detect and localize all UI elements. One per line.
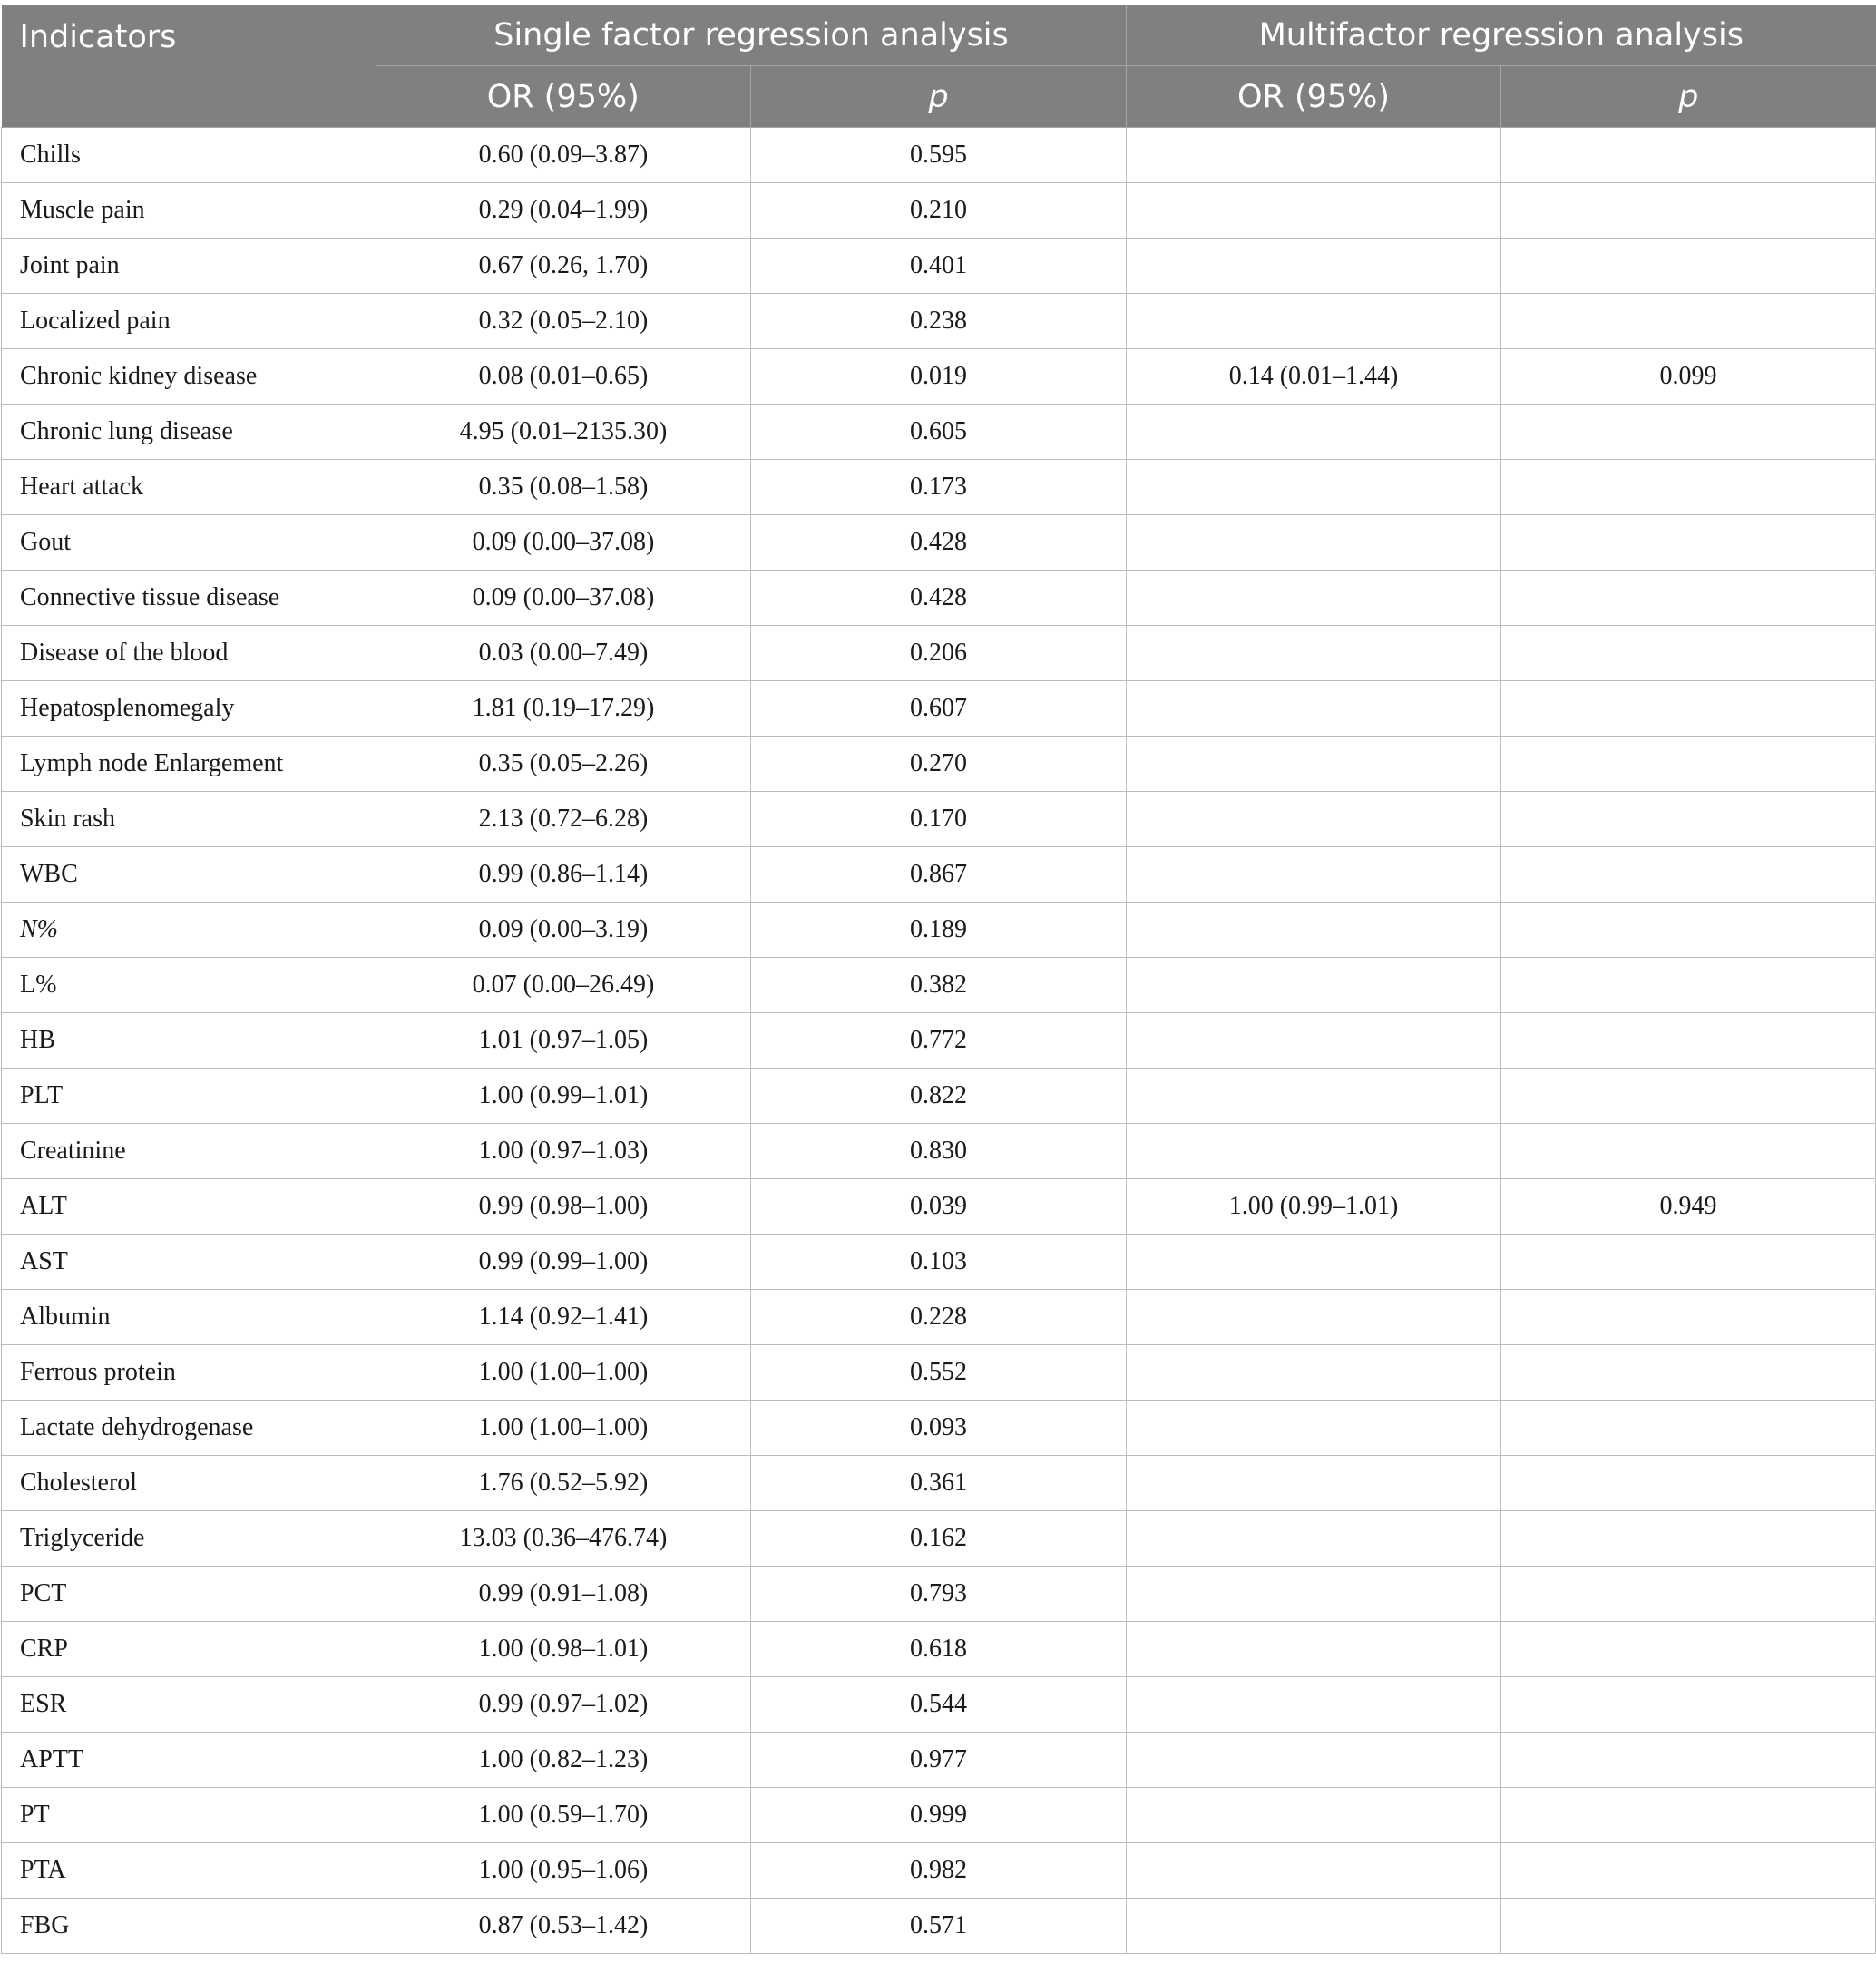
single-or-cell: 0.03 (0.00–7.49) bbox=[376, 626, 751, 681]
multi-or-cell bbox=[1127, 1456, 1501, 1511]
single-or-cell: 0.09 (0.00–37.08) bbox=[376, 571, 751, 626]
table-row bbox=[2, 1677, 1876, 1733]
multi-or-cell: 0.14 (0.01–1.44) bbox=[1127, 349, 1501, 405]
single-or-cell: 0.35 (0.05–2.26) bbox=[376, 737, 751, 792]
table-row bbox=[2, 1456, 1876, 1511]
indicator-cell: APTT bbox=[2, 1733, 376, 1788]
indicator-cell: Ferrous protein bbox=[2, 1345, 376, 1401]
multi-or-cell bbox=[1127, 1622, 1501, 1677]
multi-or-cell bbox=[1127, 1401, 1501, 1456]
multi-p-cell bbox=[1501, 847, 1876, 903]
single-p-cell: 0.382 bbox=[751, 958, 1127, 1013]
table-row bbox=[2, 294, 1876, 349]
multi-or-cell bbox=[1127, 460, 1501, 515]
table-row bbox=[2, 681, 1876, 737]
table-row bbox=[2, 1788, 1876, 1843]
header-row-groups bbox=[2, 5, 1876, 66]
multi-p-cell bbox=[1501, 903, 1876, 958]
multi-or-cell bbox=[1127, 1069, 1501, 1124]
single-p-cell: 0.605 bbox=[751, 405, 1127, 460]
indicator-cell: Gout bbox=[2, 515, 376, 571]
table-row bbox=[2, 958, 1876, 1013]
single-p-cell: 0.982 bbox=[751, 1843, 1127, 1899]
table-row bbox=[2, 515, 1876, 571]
single-p-cell: 0.618 bbox=[751, 1622, 1127, 1677]
single-p-cell: 0.595 bbox=[751, 128, 1127, 183]
single-p-cell: 0.607 bbox=[751, 681, 1127, 737]
indicator-cell: Creatinine bbox=[2, 1124, 376, 1179]
multi-or-cell bbox=[1127, 681, 1501, 737]
multi-or-cell bbox=[1127, 128, 1501, 183]
multi-p-cell bbox=[1501, 1788, 1876, 1843]
multi-p-cell bbox=[1501, 294, 1876, 349]
single-or-cell: 13.03 (0.36–476.74) bbox=[376, 1511, 751, 1567]
single-or-cell: 1.01 (0.97–1.05) bbox=[376, 1013, 751, 1069]
indicator-cell: PCT bbox=[2, 1567, 376, 1622]
indicator-cell: Chronic lung disease bbox=[2, 405, 376, 460]
single-p-cell: 0.238 bbox=[751, 294, 1127, 349]
table-row bbox=[2, 1345, 1876, 1401]
multi-or-cell bbox=[1127, 294, 1501, 349]
multi-p-cell bbox=[1501, 1622, 1876, 1677]
multi-or-cell bbox=[1127, 1124, 1501, 1179]
indicator-cell: CRP bbox=[2, 1622, 376, 1677]
multi-p-cell bbox=[1501, 460, 1876, 515]
single-p-cell: 0.019 bbox=[751, 349, 1127, 405]
multi-or-cell bbox=[1127, 1013, 1501, 1069]
regression-table bbox=[1, 5, 1876, 1954]
single-p-cell: 0.093 bbox=[751, 1401, 1127, 1456]
single-or-cell: 1.81 (0.19–17.29) bbox=[376, 681, 751, 737]
single-p-cell: 0.999 bbox=[751, 1788, 1127, 1843]
table-row bbox=[2, 1401, 1876, 1456]
multi-or-cell bbox=[1127, 1567, 1501, 1622]
indicator-cell: PLT bbox=[2, 1069, 376, 1124]
single-or-cell: 1.00 (0.97–1.03) bbox=[376, 1124, 751, 1179]
indicator-cell: HB bbox=[2, 1013, 376, 1069]
multi-or-cell bbox=[1127, 239, 1501, 294]
single-p-cell: 0.162 bbox=[751, 1511, 1127, 1567]
multi-or-cell bbox=[1127, 1788, 1501, 1843]
header-single-factor: Single factor regression analysis bbox=[376, 5, 1127, 66]
single-or-cell: 0.99 (0.98–1.00) bbox=[376, 1179, 751, 1235]
multi-p-cell bbox=[1501, 571, 1876, 626]
single-p-cell: 0.544 bbox=[751, 1677, 1127, 1733]
single-or-cell: 0.87 (0.53–1.42) bbox=[376, 1899, 751, 1954]
single-or-cell: 0.99 (0.91–1.08) bbox=[376, 1567, 751, 1622]
multi-p-cell bbox=[1501, 737, 1876, 792]
single-p-cell: 0.571 bbox=[751, 1899, 1127, 1954]
multi-p-cell bbox=[1501, 515, 1876, 571]
header-indicators: Indicators bbox=[2, 5, 376, 128]
single-or-cell: 0.99 (0.99–1.00) bbox=[376, 1235, 751, 1290]
single-or-cell: 0.09 (0.00–3.19) bbox=[376, 903, 751, 958]
single-p-cell: 0.772 bbox=[751, 1013, 1127, 1069]
header-multi-or: OR (95%) bbox=[1127, 66, 1501, 128]
single-or-cell: 0.32 (0.05–2.10) bbox=[376, 294, 751, 349]
single-p-cell: 0.361 bbox=[751, 1456, 1127, 1511]
multi-or-cell bbox=[1127, 1345, 1501, 1401]
multi-or-cell bbox=[1127, 792, 1501, 847]
indicator-cell: WBC bbox=[2, 847, 376, 903]
single-or-cell: 2.13 (0.72–6.28) bbox=[376, 792, 751, 847]
indicator-cell: ALT bbox=[2, 1179, 376, 1235]
single-p-cell: 0.206 bbox=[751, 626, 1127, 681]
table-row bbox=[2, 792, 1876, 847]
single-p-cell: 0.189 bbox=[751, 903, 1127, 958]
single-p-cell: 0.793 bbox=[751, 1567, 1127, 1622]
indicator-cell: Lymph node Enlargement bbox=[2, 737, 376, 792]
multi-or-cell bbox=[1127, 626, 1501, 681]
indicator-cell: Lactate dehydrogenase bbox=[2, 1401, 376, 1456]
table-row bbox=[2, 405, 1876, 460]
table-header bbox=[2, 5, 1876, 128]
multi-p-cell bbox=[1501, 1401, 1876, 1456]
table-row bbox=[2, 1511, 1876, 1567]
multi-p-cell bbox=[1501, 239, 1876, 294]
indicator-cell: AST bbox=[2, 1235, 376, 1290]
table-body bbox=[2, 128, 1876, 1954]
single-or-cell: 4.95 (0.01–2135.30) bbox=[376, 405, 751, 460]
single-p-cell: 0.822 bbox=[751, 1069, 1127, 1124]
multi-p-cell: 0.949 bbox=[1501, 1179, 1876, 1235]
multi-or-cell bbox=[1127, 903, 1501, 958]
table-row bbox=[2, 1013, 1876, 1069]
table-row bbox=[2, 1622, 1876, 1677]
multi-or-cell bbox=[1127, 737, 1501, 792]
indicator-cell: N% bbox=[2, 903, 376, 958]
single-or-cell: 0.60 (0.09–3.87) bbox=[376, 128, 751, 183]
single-p-cell: 0.401 bbox=[751, 239, 1127, 294]
header-single-p: p bbox=[751, 66, 1127, 128]
table-row bbox=[2, 1567, 1876, 1622]
single-or-cell: 0.99 (0.97–1.02) bbox=[376, 1677, 751, 1733]
single-p-cell: 0.210 bbox=[751, 183, 1127, 239]
multi-p-cell bbox=[1501, 128, 1876, 183]
multi-p-cell bbox=[1501, 1290, 1876, 1345]
multi-p-cell bbox=[1501, 792, 1876, 847]
table-row bbox=[2, 1899, 1876, 1954]
table-row bbox=[2, 1290, 1876, 1345]
single-or-cell: 1.00 (0.82–1.23) bbox=[376, 1733, 751, 1788]
indicator-cell: Disease of the blood bbox=[2, 626, 376, 681]
multi-p-cell bbox=[1501, 405, 1876, 460]
single-p-cell: 0.428 bbox=[751, 571, 1127, 626]
multi-or-cell bbox=[1127, 1511, 1501, 1567]
multi-p-cell: 0.099 bbox=[1501, 349, 1876, 405]
table-row bbox=[2, 128, 1876, 183]
single-or-cell: 1.00 (0.95–1.06) bbox=[376, 1843, 751, 1899]
single-or-cell: 1.00 (0.98–1.01) bbox=[376, 1622, 751, 1677]
multi-p-cell bbox=[1501, 1733, 1876, 1788]
multi-or-cell bbox=[1127, 958, 1501, 1013]
multi-or-cell bbox=[1127, 571, 1501, 626]
multi-p-cell bbox=[1501, 1235, 1876, 1290]
indicator-cell: PT bbox=[2, 1788, 376, 1843]
single-or-cell: 1.00 (1.00–1.00) bbox=[376, 1401, 751, 1456]
multi-or-cell bbox=[1127, 405, 1501, 460]
header-single-or: OR (95%) bbox=[376, 66, 751, 128]
single-p-cell: 0.039 bbox=[751, 1179, 1127, 1235]
table-row bbox=[2, 1843, 1876, 1899]
multi-p-cell bbox=[1501, 1069, 1876, 1124]
indicator-cell: FBG bbox=[2, 1899, 376, 1954]
table-row bbox=[2, 1235, 1876, 1290]
table-row bbox=[2, 626, 1876, 681]
header-multifactor: Multifactor regression analysis bbox=[1127, 5, 1876, 66]
multi-or-cell bbox=[1127, 1677, 1501, 1733]
multi-p-cell bbox=[1501, 1511, 1876, 1567]
table-row bbox=[2, 460, 1876, 515]
single-p-cell: 0.228 bbox=[751, 1290, 1127, 1345]
indicator-cell: Muscle pain bbox=[2, 183, 376, 239]
table-row bbox=[2, 903, 1876, 958]
multi-or-cell bbox=[1127, 1235, 1501, 1290]
single-or-cell: 1.00 (1.00–1.00) bbox=[376, 1345, 751, 1401]
multi-p-cell bbox=[1501, 183, 1876, 239]
single-or-cell: 0.35 (0.08–1.58) bbox=[376, 460, 751, 515]
indicator-cell: Connective tissue disease bbox=[2, 571, 376, 626]
single-p-cell: 0.552 bbox=[751, 1345, 1127, 1401]
single-or-cell: 0.08 (0.01–0.65) bbox=[376, 349, 751, 405]
multi-or-cell bbox=[1127, 1843, 1501, 1899]
multi-p-cell bbox=[1501, 681, 1876, 737]
single-or-cell: 1.00 (0.99–1.01) bbox=[376, 1069, 751, 1124]
indicator-cell: Chills bbox=[2, 128, 376, 183]
indicator-cell: ESR bbox=[2, 1677, 376, 1733]
table-row bbox=[2, 1179, 1876, 1235]
indicator-cell: Triglyceride bbox=[2, 1511, 376, 1567]
table-row bbox=[2, 571, 1876, 626]
multi-p-cell bbox=[1501, 1677, 1876, 1733]
single-or-cell: 1.76 (0.52–5.92) bbox=[376, 1456, 751, 1511]
multi-p-cell bbox=[1501, 626, 1876, 681]
multi-p-cell bbox=[1501, 1456, 1876, 1511]
multi-or-cell bbox=[1127, 847, 1501, 903]
indicator-cell: Chronic kidney disease bbox=[2, 349, 376, 405]
single-p-cell: 0.867 bbox=[751, 847, 1127, 903]
multi-p-cell bbox=[1501, 1013, 1876, 1069]
single-p-cell: 0.173 bbox=[751, 460, 1127, 515]
multi-p-cell bbox=[1501, 1899, 1876, 1954]
single-p-cell: 0.428 bbox=[751, 515, 1127, 571]
indicator-cell: Cholesterol bbox=[2, 1456, 376, 1511]
indicator-cell: Heart attack bbox=[2, 460, 376, 515]
table-row bbox=[2, 847, 1876, 903]
single-or-cell: 0.07 (0.00–26.49) bbox=[376, 958, 751, 1013]
table-row bbox=[2, 1069, 1876, 1124]
single-p-cell: 0.830 bbox=[751, 1124, 1127, 1179]
indicator-cell: Joint pain bbox=[2, 239, 376, 294]
multi-or-cell: 1.00 (0.99–1.01) bbox=[1127, 1179, 1501, 1235]
multi-p-cell bbox=[1501, 1567, 1876, 1622]
table-row bbox=[2, 1733, 1876, 1788]
table-row bbox=[2, 349, 1876, 405]
multi-p-cell bbox=[1501, 1843, 1876, 1899]
table-row bbox=[2, 183, 1876, 239]
multi-or-cell bbox=[1127, 1733, 1501, 1788]
single-p-cell: 0.270 bbox=[751, 737, 1127, 792]
multi-or-cell bbox=[1127, 183, 1501, 239]
single-p-cell: 0.977 bbox=[751, 1733, 1127, 1788]
indicator-cell: L% bbox=[2, 958, 376, 1013]
multi-or-cell bbox=[1127, 1290, 1501, 1345]
single-p-cell: 0.103 bbox=[751, 1235, 1127, 1290]
indicator-cell: Localized pain bbox=[2, 294, 376, 349]
multi-p-cell bbox=[1501, 958, 1876, 1013]
indicator-cell: Albumin bbox=[2, 1290, 376, 1345]
single-or-cell: 0.09 (0.00–37.08) bbox=[376, 515, 751, 571]
table-row bbox=[2, 239, 1876, 294]
indicator-cell: Hepatosplenomegaly bbox=[2, 681, 376, 737]
indicator-cell: Skin rash bbox=[2, 792, 376, 847]
single-or-cell: 0.29 (0.04–1.99) bbox=[376, 183, 751, 239]
table-row bbox=[2, 1124, 1876, 1179]
multi-p-cell bbox=[1501, 1345, 1876, 1401]
single-or-cell: 1.14 (0.92–1.41) bbox=[376, 1290, 751, 1345]
single-or-cell: 0.99 (0.86–1.14) bbox=[376, 847, 751, 903]
multi-or-cell bbox=[1127, 515, 1501, 571]
single-p-cell: 0.170 bbox=[751, 792, 1127, 847]
table-row bbox=[2, 737, 1876, 792]
multi-p-cell bbox=[1501, 1124, 1876, 1179]
single-or-cell: 1.00 (0.59–1.70) bbox=[376, 1788, 751, 1843]
multi-or-cell bbox=[1127, 1899, 1501, 1954]
indicator-cell: PTA bbox=[2, 1843, 376, 1899]
header-multi-p: p bbox=[1501, 66, 1876, 128]
single-or-cell: 0.67 (0.26, 1.70) bbox=[376, 239, 751, 294]
